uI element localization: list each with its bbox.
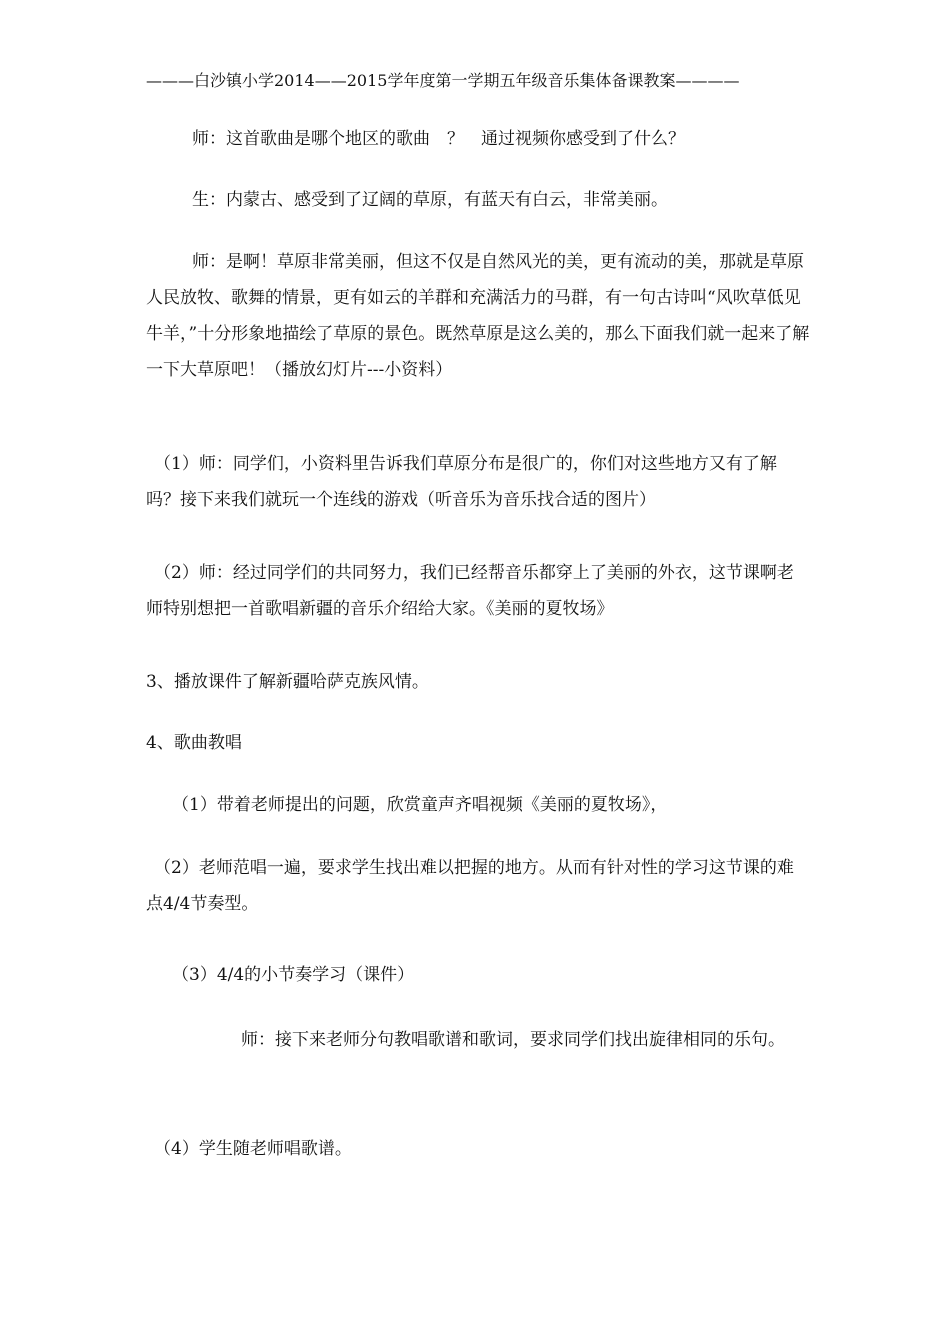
paragraph-step-1: （1）师：同学们，小资料里告诉我们草原分布是很广的，你们对这些地方又有了解吗？接下来我们就玩一个连线的游戏（听音乐为音乐找合适的图片） <box>146 454 777 510</box>
paragraph-step-2: （2）师：经过同学们的共同努力，我们已经帮音乐都穿上了美丽的外衣，这节课啊老师特别想把一首歌唱新疆的音乐介绍给大家。《美丽的夏牧场》 <box>146 563 794 619</box>
paragraph-student-answer: 生：内蒙古、感受到了辽阔的草原，有蓝天有白云，非常美丽。 <box>192 190 668 210</box>
paragraph-teacher-teaching: 师：接下来老师分句教唱歌谱和歌词，要求同学们找出旋律相同的乐句。 <box>241 1030 785 1050</box>
paragraph-sub-2: （2）老师范唱一遍，要求学生找出难以把握的地方。从而有针对性的学习这节课的难点4/4节奏型。 <box>146 858 794 914</box>
paragraph-sub-3: （3）4/4的小节奏学习（课件） <box>172 965 415 985</box>
paragraph-section-3: 3、播放课件了解新疆哈萨克族风情。 <box>146 672 429 692</box>
paragraph-sub-1: （1）带着老师提出的问题，欣赏童声齐唱视频《美丽的夏牧场》， <box>172 795 668 815</box>
paragraph-teacher-grassland: 师：是啊！草原非常美丽，但这不仅是自然风光的美，更有流动的美，那就是草原人民放牧、歌舞的情景，更有如云的羊群和充满活力的马群，有一句古诗叫“风吹草低见牛羊，”十分形象地描绘了草原的景色。既然草原是这么美的，那么下面我们就一起来了解一下大草原吧！（播放幻灯片---小资料） <box>146 252 810 380</box>
paragraph-sub-4: （4）学生随老师唱歌谱。 <box>154 1139 352 1159</box>
paragraph-teacher-question: 师：这首歌曲是哪个地区的歌曲 ？ 通过视频你感受到了什么？ <box>192 129 685 149</box>
document-header: ———白沙镇小学2014——2015学年度第一学期五年级音乐集体备课教案———— <box>146 71 740 90</box>
paragraph-section-4: 4、歌曲教唱 <box>146 733 242 753</box>
